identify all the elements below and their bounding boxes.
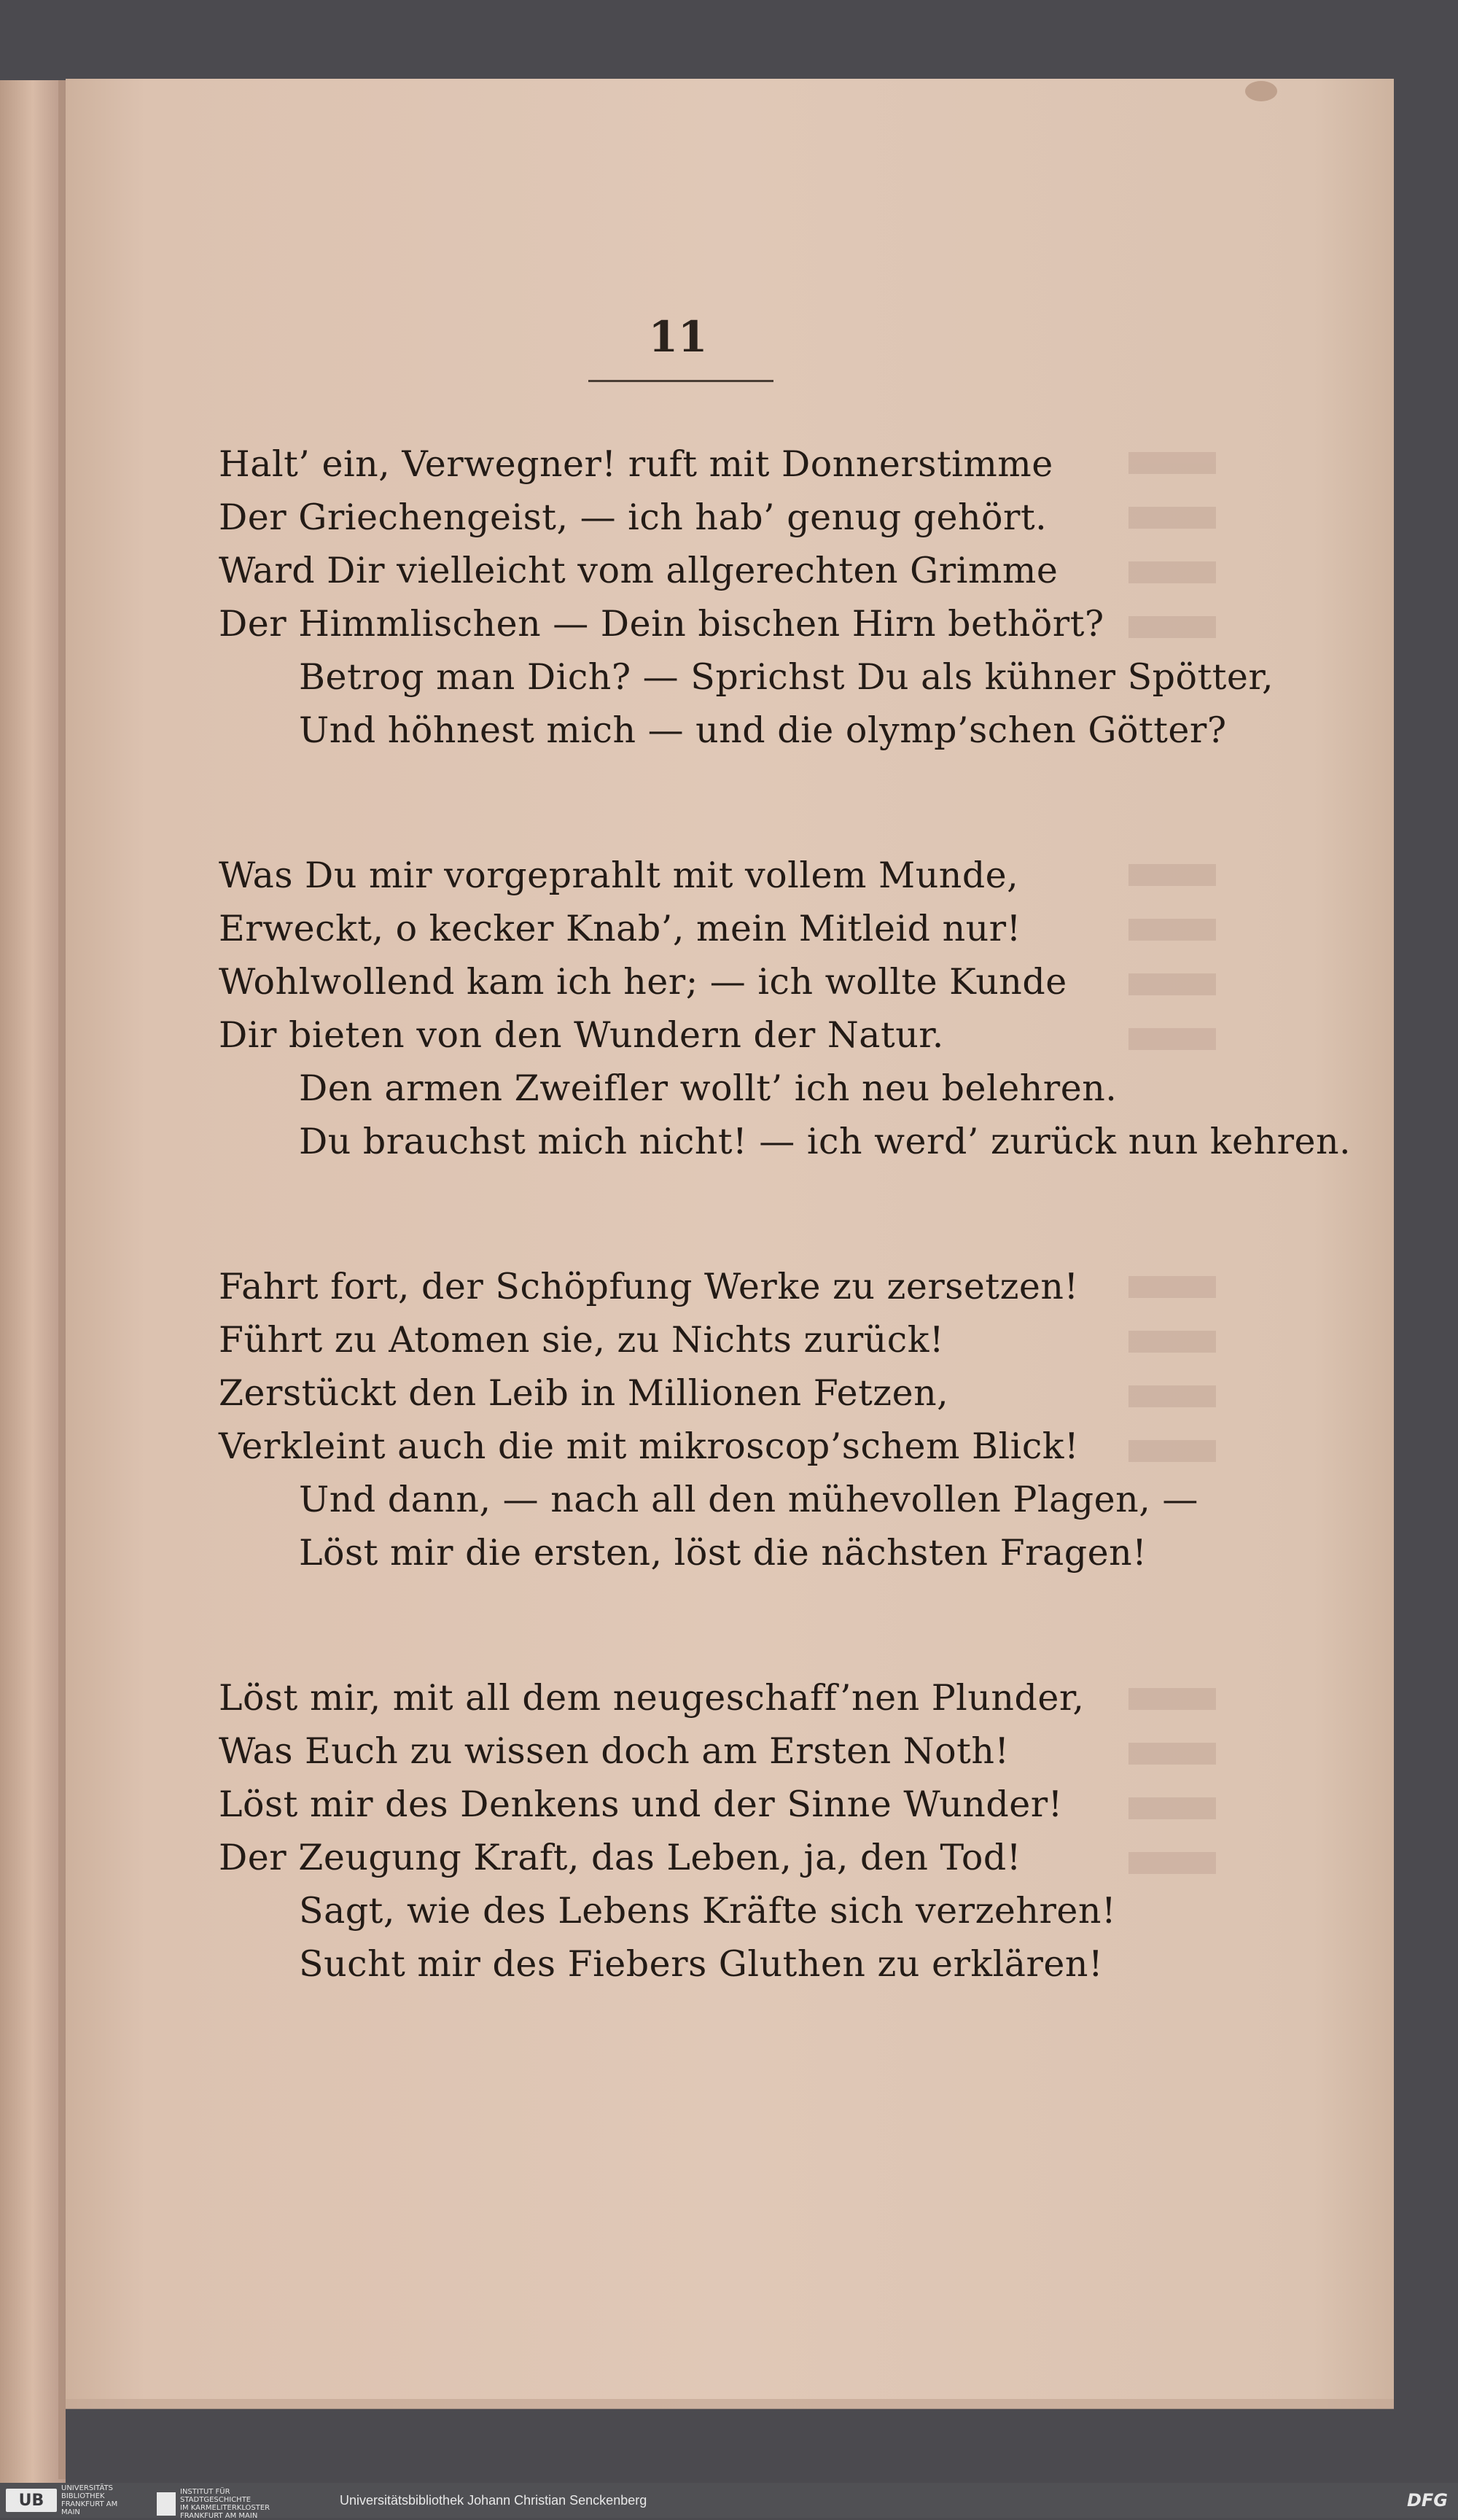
verse-line-indented: Löst mir die ersten, löst die nächsten Fragen!	[299, 1532, 1147, 1574]
library-name[interactable]: Universitätsbibliothek Johann Christian Senckenberg	[340, 2493, 647, 2508]
verse-line: Dir bieten von den Wundern der Natur.	[219, 1014, 944, 1056]
verse-line-indented: Sagt, wie des Lebens Kräfte sich verzehren!	[299, 1890, 1117, 1932]
verse-line-indented: Und höhnest mich — und die olymp’schen Götter?	[299, 709, 1227, 751]
verse-line-indented: Und dann, — nach all den mühevollen Plagen, —	[299, 1479, 1198, 1520]
verse-line: Ward Dir vielleicht vom allgerechten Grimme	[219, 550, 1059, 591]
verse-line: Verkleint auch die mit mikroscop’schem Blick!	[219, 1426, 1080, 1467]
isg-logo-text: INSTITUT FÜR STADTGESCHICHTE IM KARMELITERKLOSTER FRANKFURT AM MAIN	[180, 2488, 270, 2520]
stanza-3	[219, 1260, 1276, 1579]
page-number: 11	[648, 312, 708, 362]
verse-line: Halt’ ein, Verwegner! ruft mit Donnerstimme	[219, 443, 1053, 485]
verse-line-indented: Betrog man Dich? — Sprichst Du als kühner Spötter,	[299, 656, 1274, 698]
binding-edge	[0, 80, 66, 2483]
verse-line: Was Euch zu wissen doch am Ersten Noth!	[219, 1730, 1010, 1772]
ub-logo-mark: UB	[6, 2489, 57, 2512]
verse-line: Was Du mir vorgeprahlt mit vollem Munde,	[219, 855, 1019, 896]
verse-line: Führt zu Atomen sie, zu Nichts zurück!	[219, 1319, 945, 1361]
dfg-logo[interactable]: DFG	[1406, 2490, 1448, 2511]
verse-line: Löst mir, mit all dem neugeschaff’nen Plunder,	[219, 1677, 1085, 1719]
verse-line: Der Griechengeist, — ich hab’ genug gehört.	[219, 497, 1048, 538]
stanza-2	[219, 849, 1352, 1168]
isg-logo[interactable]	[157, 2488, 289, 2520]
paper-page	[66, 79, 1394, 2408]
verse-line-indented: Du brauchst mich nicht! — ich werd’ zurück nun kehren.	[299, 1121, 1352, 1162]
verse-line: Der Himmlischen — Dein bischen Hirn bethört?	[219, 603, 1104, 645]
stanza-1	[219, 438, 1276, 757]
verse-line: Erweckt, o kecker Knab’, mein Mitleid nur!	[219, 908, 1021, 949]
verse-line: Löst mir des Denkens und der Sinne Wunder!	[219, 1784, 1063, 1825]
isg-logo-icon	[157, 2492, 176, 2516]
verse-line: Fahrt fort, der Schöpfung Werke zu zersetzen!	[219, 1266, 1079, 1307]
verse-line: Zerstückt den Leib in Millionen Fetzen,	[219, 1372, 949, 1414]
stanza-4	[219, 1671, 1276, 1991]
verse-line: Wohlwollend kam ich her; — ich wollte Kunde	[219, 961, 1067, 1003]
verse-line-indented: Den armen Zweifler wollt’ ich neu belehren.	[299, 1068, 1118, 1109]
verse-line: Der Zeugung Kraft, das Leben, ja, den Tod!	[219, 1837, 1021, 1878]
header-rule	[588, 380, 773, 382]
ub-logo[interactable]	[6, 2484, 134, 2516]
ub-logo-text: UNIVERSITÄTS BIBLIOTHEK FRANKFURT AM MAIN	[61, 2484, 118, 2516]
verse-line-indented: Sucht mir des Fiebers Gluthen zu erklären!	[299, 1943, 1104, 1985]
